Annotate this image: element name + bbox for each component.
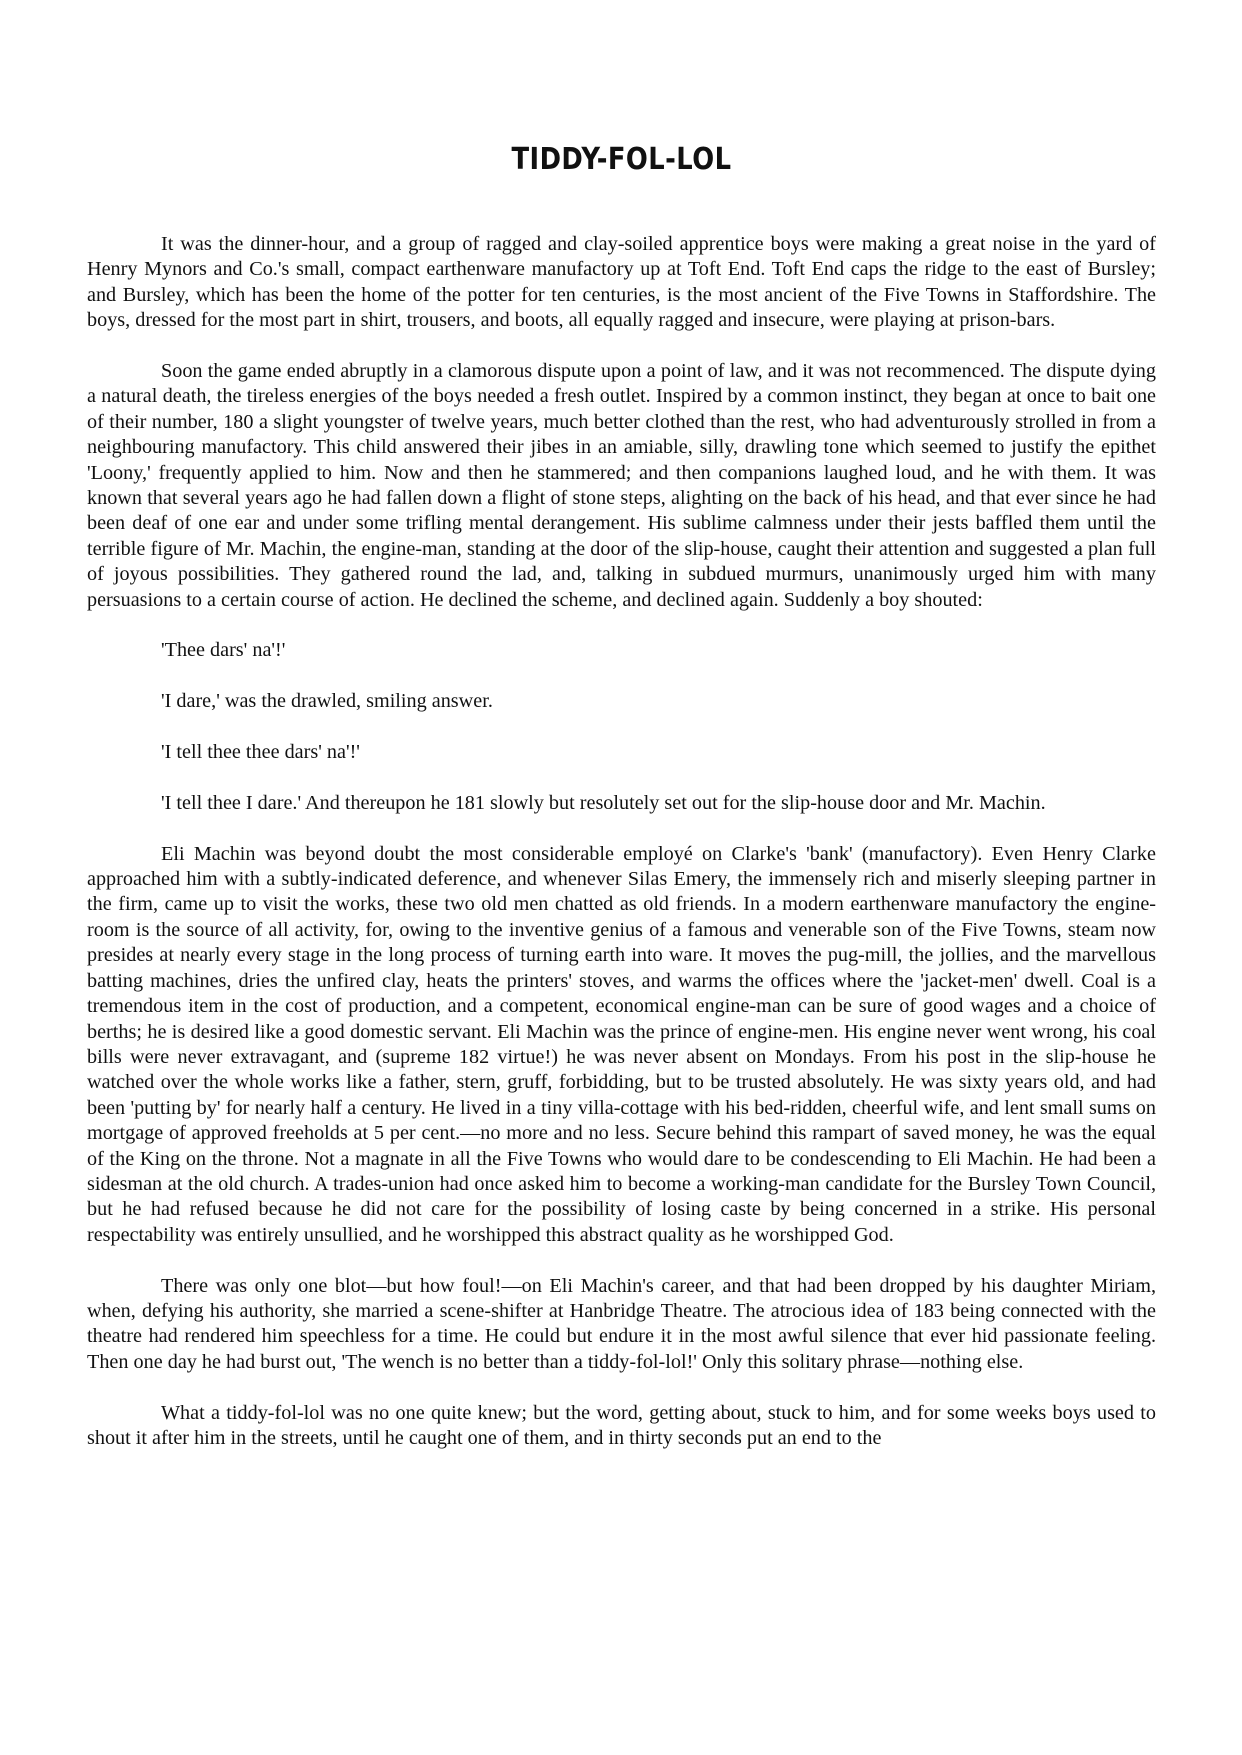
dialogue-line: 'I tell thee thee dars' na'!'	[161, 741, 360, 764]
dialogue-line: 'Thee dars' na'!'	[161, 639, 286, 662]
document-page	[87, 0, 1156, 1755]
paragraph: What a tiddy-fol-lol was no one quite knew; but the word, getting about, stuck to him, and for some weeks boys used to shout it after him in the streets, until he caught one of them, and in thirty seconds put an end to the	[87, 1401, 1156, 1449]
paragraph: There was only one blot—but how foul!—on Eli Machin's career, and that had been dropped by his daughter Miriam, when, defying his authority, she married a scene-shifter at Hanbridge Theatre. The atrocious idea of 183 being connected with the theatre had rendered him speechless for a time. He could but endure it in the most awful silence that ever hid passionate feeling. Then one day he had burst out, 'The wench is no better than a tiddy-fol-lol!' Only this solitary phrase—nothing else.	[87, 1274, 1156, 1373]
page-title: TIDDY-FOL-LOL	[511, 142, 732, 177]
paragraph: Soon the game ended abruptly in a clamorous dispute upon a point of law, and it was not recommenced. The dispute dying a natural death, the tireless energies of the boys needed a fresh outlet. Inspired by a common instinct, they began at once to bait one of their number, 180 a slight youngster of twelve years, much better clothed than the rest, who had adventurously strolled in from a neighbouring manufactory. This child answered their jibes in an amiable, silly, drawling tone which seemed to justify the epithet 'Loony,' frequently applied to him. Now and then he stammered; and then companions laughed loud, and he with them. It was known that several years ago he had fallen down a flight of stone steps, alighting on the back of his head, and that ever since he had been deaf of one ear and under some trifling mental derangement. His sublime calmness under their jests baffled them until the terrible figure of Mr. Machin, the engine-man, standing at the door of the slip-house, caught their attention and suggested a plan full of joyous possibilities. They gathered round the lad, and, talking in subdued murmurs, unanimously urged him with many persuasions to a certain course of action. He declined the scheme, and declined again. Suddenly a boy shouted:	[87, 360, 1156, 611]
dialogue-line: 'I dare,' was the drawled, smiling answer.	[161, 690, 493, 713]
paragraph: Eli Machin was beyond doubt the most considerable employé on Clarke's 'bank' (manufactory). Even Henry Clarke approached him with a subtly-indicated deference, and whenever Silas Emery, the immensely rich and miserly sleeping partner in the firm, came up to visit the works, these two old men chatted as old friends. In a modern earthenware manufactory the engine-room is the source of all activity, for, owing to the inventive genius of a famous and venerable son of the Five Towns, steam now presides at nearly every stage in the long process of turning earth into ware. It moves the pug-mill, the jollies, and the marvellous batting machines, dries the unfired clay, heats the printers' stoves, and warms the offices where the 'jacket-men' dwell. Coal is a tremendous item in the cost of production, and a competent, economical engine-man can be sure of good wages and a choice of berths; he is desired like a good domestic servant. Eli Machin was the prince of engine-men. His engine never went wrong, his coal bills were never extravagant, and (supreme 182 virtue!) he was never absent on Mondays. From his post in the slip-house he watched over the whole works like a father, stern, gruff, forbidding, but to be trusted absolutely. He was sixty years old, and had been 'putting by' for nearly half a century. He lived in a tiny villa-cottage with his bed-ridden, cheerful wife, and lent small sums on mortgage of approved freeholds at 5 per cent.—no more and no less. Secure behind this rampart of saved money, he was the equal of the King on the throne. Not a magnate in all the Five Towns who would dare to be condescending to Eli Machin. He had been a sidesman at the old church. A trades-union had once asked him to become a working-man candidate for the Bursley Town Council, but he had refused because he did not care for the possibility of losing caste by being concerned in a strike. His personal respectability was entirely unsullied, and he worshipped this abstract quality as he worshipped God.	[87, 842, 1156, 1246]
paragraph: It was the dinner-hour, and a group of ragged and clay-soiled apprentice boys were making a great noise in the yard of Henry Mynors and Co.'s small, compact earthenware manufactory up at Toft End. Toft End caps the ridge to the east of Bursley; and Bursley, which has been the home of the potter for ten centuries, is the most ancient of the Five Towns in Staffordshire. The boys, dressed for the most part in shirt, trousers, and boots, all equally ragged and insecure, were playing at prison-bars.	[87, 233, 1156, 332]
story-body	[87, 232, 1156, 1477]
paragraph: 'I tell thee I dare.' And thereupon he 181 slowly but resolutely set out for the slip-house door and Mr. Machin.	[161, 791, 1046, 814]
